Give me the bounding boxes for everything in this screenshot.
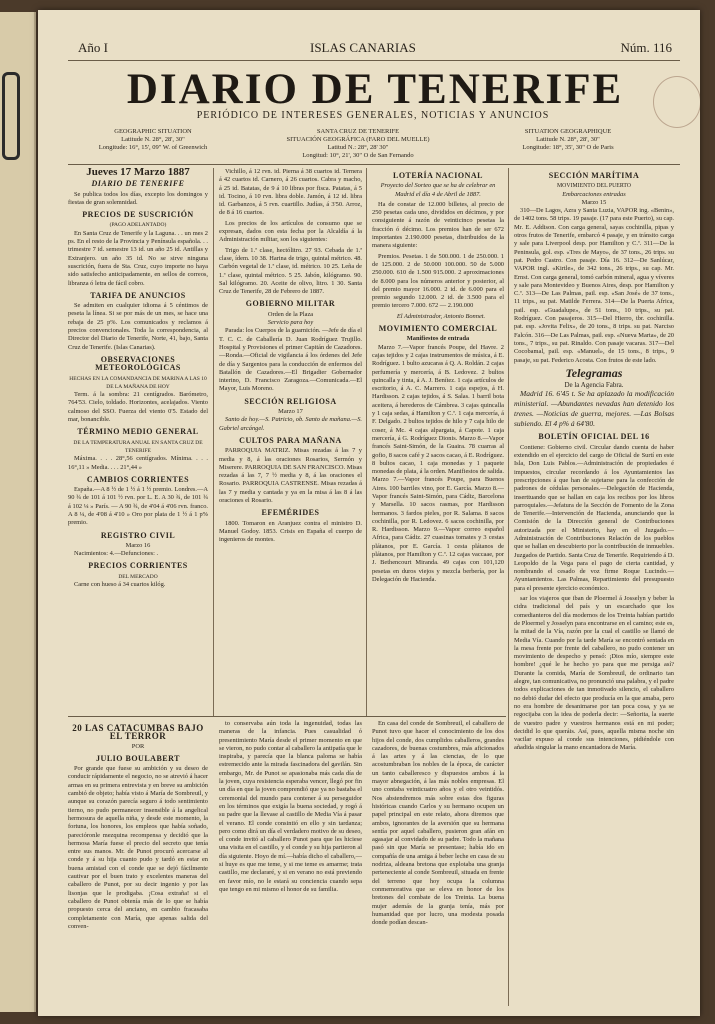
geo-center: SANTA CRUZ DE TENERIFE SITUACIÓN GEOGRÁFICA (FARO DEL MUELLE) Latitud N.: 28°, 28' 30" Longitud: 10°, 21', 30" O de San Fernando [286,128,430,159]
column-4 [514,168,674,1006]
religious-title: SECCIÓN RELIGIOSA [244,396,337,406]
story-column-2 [219,720,362,1010]
story-text-1: Por grande que fuese su ambición y su deseo de conducir rápidamente el negocio, no se atrevió á hacer armas en su primera entrevista y en breve su ambición cambió de objeto; había visto á María de Sombreuil, y aunque su corazón parecía seguro á todo sentimiento tierno, no pudo permanecer insensible á la angelical hermosura de aquella niña, y desde este momento, la fortuna, los honores, los empleos que había soñado, parecióronle mezquina recompensa y decidió que la hermosa María fuese el precio del secreto que tenía entre sus manos. Mr. de Punot procuró acercarse al conde y á su hija cuanto pudo y tardó en estar en buena amistad con el conde que se dejó fácilmente cautivar por el buen trato y excelentes maneras del caballero de Punot, por su decir ingenio y por las lisonjas que le prodigaba. ¡Cosa extraña! si el caballero de Punot obtenía más de lo que se había propuesto cerca del anciano, en cambio fracasaba completamente con María, que apenas salida del conven- [68,765,208,930]
year-label: Año I [78,40,108,55]
column-1 [68,168,208,713]
lottery-admin: El Administrador, Antonio Bonnet. [396,312,486,320]
intro-text: Se publica todos los días, excepto los domingos y fiestas de gran solemnidad. [68,190,208,206]
bulletin-title: BOLETÍN OFICIAL DEL 16 [538,432,650,442]
market-continued: Vichillo, á 12 rvn. id. Pierna á 38 cuartos id. Ternera á 42 cuartos id. Carnero, á 26 cuartos. Cabra y macho, á 25 id. Batatas, de 9 á 10 libras por fisca. Patatas, á 5 id. Tocino, á 10 rvn. libra doble. Jamón, á 12 id. libra id. Garbanzos, á 5 rvn. cuartillo. Judías, á 3'50. Arroz, de 8 á 16 cuartos. [219,168,362,217]
temp-text: Máxima. . . . 28°,56 centígrados. Mínima. . . . 16°,11 » Media. . . . 21°,44 » [68,455,208,471]
story-title [68,724,208,741]
market-text: Carne con hueso á 34 cuartos kilóg. [74,581,166,589]
story-text-3: En casa del conde de Sombreuil, el caballero de Punot tuvo que hacer el conocimiento de los dos hijos del conde, dos cumplidos caballeros, grandes cazadores, de buenas costumbres, más aficionados á las artes y á las ciencias, de lo que acostumbraban los nobles de la época, de carácter un tanto caballeresco y dispuestos ambos á la mayor abnegación, á las más nobles empresas. El uno contaba veinticuatro años y el otro veintidós. Nos abstendremos más sobre estas dos figuras históricas cuando Carlos y su hermano ocupen un papel principal en este relato, ahora diremos que ambos, ignorantes de la aversión que su hermana sentía por aquel caballero, pusieron gran afán en agasajar al convidado de su padre. Todo la mañana pasó sin que María se presentase; había ido en compañía de una amiga á beber leche en casa de su nodriza, aldeana bretona que explotaba una granja perteneciente al conde Sombreuil, situada en frente del terreno que hoy ocupa la columna conmemorativa que se eleva en honor de los bretones del combate de los Treinta. La buena mujer además de la granja tenía, más por humanidad que por lucro, una modesta posada donde podían descan- [372,720,504,927]
military-sub: Orden de la Plaza [267,310,314,318]
maritime-date: Marzo 15 [581,198,607,206]
telegrams-text: Madrid 16. 6'45 t. Se ha aplazado la modificación ministerial. —Abundantes nevadas han detenido los trenes. —Noticias de guerra, mejores. —Las Bolsas subiendo. El 4 p% á 64'80. [514,389,674,429]
newspaper-page [38,10,700,1016]
ephemerides-title: EFEMÉRIDES [261,508,320,518]
grain-text: Trigo de 1.ª clase, hectólitro. 27 93. Cebada de 1.ª clase, ídem. 10 38. Harina de trigo, quintal métrico. 48. Carbón vegetal de 1.ª clase, id. métrico. 10 25. Leña de 1.ª clase, quintal métrico. 5 25. Jabón, kilógramo. 90. Sal kilógramo. 20. Aceite de olivo, litro. 1 30. Santa Cruz de Tenerife, 28 de Febrero de 1887. [219,246,362,296]
maritime-sub2: Embarcaciones entradas [562,190,626,198]
maritime-title: SECCIÓN MARÍTIMA [548,171,640,180]
col-divider-3 [508,168,509,1006]
prices-sub: (PAGO ADELANTADO) [109,222,167,229]
region-label: ISLAS CANARIAS [310,40,416,55]
lottery-table: Premios. Pesetas. 1 de 500.000. 1 de 250.000. 1 de 125.000. 2 de 50.000 100.000. 50 de 5.000 250.000. 610 de 1.500 915.000. 2 aproximaciones de 8.000 para los números anterior y posterior, al del premio mayor 16.000. 2 id. de 6.000 para el premio segundo 12.000. 2 id. de 3.500 para el premio tercero 7.000. 672 — 2.190.000 [372,252,504,310]
ephemerides-text: 1800. Tomaron en Aranjuez contra el ministro D. Manuel Godoy. 1853. Crisis en España el cuerpo de ingenieros de montes. [219,519,362,544]
tariff-title: TARIFA DE ANUNCIOS [90,290,186,300]
temp-title: TÉRMINO MEDIO GENERAL [77,427,199,437]
prices-title: PRECIOS DE SUSCRICIÓN [82,210,194,220]
civil-date: Marzo 16 [125,541,151,549]
subtitle: PERIÓDICO DE INTERESES GENERALES, NOTICIAS Y ANUNCIOS [196,110,550,121]
civil-text: Nacimientos: 4.—Defunciones: . [74,550,159,558]
col-divider-2 [366,168,367,716]
commerce-title: MOVIMIENTO COMERCIAL [378,324,498,334]
masthead: DIARIO DE TENERIFE [126,66,624,113]
religious-date: Marzo 17 [278,408,303,416]
story-rule [68,716,506,717]
previous-page-edge [0,12,36,1012]
issue-number: Núm. 116 [620,40,672,55]
story-author: JULIO BOULABERT [96,753,180,763]
story-column-3 [372,720,504,1010]
telegrams-title: Telegramas [565,365,623,380]
obs-text: Term. á la sombra: 21 centígrados. Barómetro, 764'53. Cielo, toldado. Horizontes, acelajados. Viento calmoso del SSO. Fuerza del viento 0'5. Estado del mar, bonancible. [68,391,208,424]
commerce-text: Marzo 7.—Vapor francés Poupe, del Havre. 2 cajas tejidos y 2 cajas instrumentos de música, á E. Rodríguez. 1 bulto azucaras á Q. A. Roldán. 2 cajas perfumería y mercería, á B. Ledovez. 2 bultos quincalla y tinta, á A. J. Benítez. 1 caja artículos de escritorio, á A. C. Marrero. 1 caja espejos, á H. Hardisson. 2 cajas tejidos, á S. Salas. 1 barril bota aceitera, á herederos de Cámbrea. 3 cajas quincalla y 1 caja sedas, á Hamilton y C.ª. 1 caja mercería, á F. Delgado. 2 bultos tejidos de hilo y 7 caja hilo de coser, á Mc. 4 cajas alpargata, á Capote. 1 caja mercería, á G. Rodríguez Dionis. Marzo 8.—Vapor francés Saint-Simón, de la Guaira. 78 cuarras al gofio, 8 sacos café y 2 sacos cacao, á E. Rodríguez. 8 bultos cacao, 1 caja monedas y 1 paquete monedas de plata, á la orden. Manifiestos de salida. Marzo 7.—Vapor francés Poupe, para Buenos Aires. 100 barriles vino, por E. García. Marzo 8.—Vapor francés Saint-Simón, para Cádiz, Barcelona y Marsella. 10 sacos rasmas, por Hardisson hermanos. 3 fardos pieles, por R. Salama. 8 sacos cochinilla, por R. Ledovez. 6 sacos cochinilla, por R. Hardisson. Marzo 9.—Vapor correo español Africa, para Cádiz. 27 cuasinas tomates y 3 cestas plátanos, por E. García. 1 cesta plátanos de plátanos, por Hamilton y C.ª. 12 cajas vaccaae, por J. Bethencourt Miranda. 49 cajas con 101,120 pesetas en duros viejos y mezcla berbería, por la Delegación de Hacienda. [372,343,504,583]
story-title-text: LAS CATACUMBAS BAJO EL TERROR [85,723,204,742]
grain-intro: Los precios de los artículos de consumo que se expresan, dados con esta fecha por la Alcaldía á la Administración militar, son los siguientes: [219,219,362,244]
commerce-sub: Manifiestos de entrada [406,335,470,343]
telegrams-source: De la Agencia Fabra. [564,381,624,390]
maritime-sub: MOVIMIENTO DEL PUERTO [557,183,631,190]
geo-rule [68,164,680,165]
col-divider-1 [213,168,214,716]
header-row [70,40,672,60]
story-number: 20 [72,723,83,733]
market-sub: DEL MERCADO [118,573,158,580]
temp-sub: DE LA TEMPERATURA ANUAL EN SANTA CRUZ DE TENERIFE [73,439,203,454]
story-by: POR [131,742,145,750]
column-2 [219,168,362,713]
story-column-1 [68,720,208,1010]
military-text: Parada: los Cuerpos de la guarnición. —Jefe de día el T. C. C. de Caballería D. Juan Rodríguez Trujillo. Hospital y Provisiones el primer Capitán de Cazadores.—Ronda.—Oficial de vigilancia á los órdenes del Jefe de día y Sargentos para la conducción de enfermos del Batallón de Cazadores.—El Brigadier Gobernador interino, D. Francisco Zaragoza.—Comunicada.—El Mayor, Luis Moreno. [219,327,362,393]
cults-text: PARROQUIA MATRIZ. Misas rezadas á las 7 y media y 8, á las oraciones Rosarios, Sermón y Miserere. PARROQUIA DE SAN FRANCISCO. Misas rezadas á las 7, 7 ½ media y 8, á las oraciones el Rosario. PARROQUIA CASTRENSE. Misas rezadas á las 7 y media y cantada y ya en la misa á las 8 á las oraciones el Rosario. [219,447,362,504]
story-col4: sar los viajeros que iban de Ploermel á Josselyn y beber la cidra tradicional del país y un escarchado que los comedianteros del día modernos de los Treinta habían partido de Ploermel y Josselyn para encontrarse en el camino; este es, la mitad de la Vía, razón por la cual el castillo se llamó de Media Vía. Cuando por la tarde María se encontró sentada en la mesa frente por frente del caballero, no pudo contener un movimiento de despecho y pensó: ¡Dios mío, siempre este hombre! ¿qué le he hecho yo para que me persiga así? Durante la comida, María de Sombreuil, de ordinario tan alegre, tan comunicativa, no pronunció una palabra, y el padre todos explicaciones de tan inmotivado silencio, el caballero no debió dudar del efecto que producía en la que amaba, pero no era hombre de desanimarse por tan poca cosa, y ya se regocijaba con la idea de poderla decir: —Señorita, la suerte de vuestro padre y vuestros hermanos está en mi poder; decidid lo que queráis. Así, pues, aquella misma noche sin vacilar expuso al conde sus intenciones, pidiéndole con añadida singular la mano encantadora de María. [514,595,674,752]
obs-title: OBSERVACIONES METEOROLÓGICAS [95,354,181,373]
tariff-text: Se admiten en cualquier idioma á 5 céntimos de peseta la línea. Si se por más de un mes, se hace una rebaja de 25 p%. Los comunicados y reclamos á precios convencionales. Toda la correspondencia, al Director del Diario de Tenerife, Norte, 41, bajo, Santa Cruz de Tenerife. (Islas Canarias). [68,302,208,351]
military-sub2: Servicio para hoy [267,319,314,327]
geo-right: SITUATION GEOGRAPHIQUE Latitude N. 28°, 28', 30" Longitude: 18°, 35', 30" O de Paris [522,128,614,151]
library-stamp [653,76,700,128]
lottery-title: LOTERÍA NACIONAL [392,171,483,180]
cults-title: CULTOS PARA MAÑANA [239,435,342,445]
change-text: España.—A 8 ½ de 1 ½ á 1 ½ premio. Londres.—A 90 ¾ de 101 á 101 ½ rvn. por L. E. A 30 ¾, de 101 ¾ á 102 ¼ » París. — A 90 ¾, de 4'04 á 4'06 rvn. franco. A 8 ¼, de 4'08 á 4'10 » Oro por plata de 1 ½ á 1 p% premio. [68,486,208,527]
change-title: CAMBIOS CORRIENTES [86,474,190,484]
lottery-sub: Proyecto del Sorteo que se ha de celebrar en Madrid el día 4 de Abril de 1887. [380,182,496,198]
prices-text: En Santa Cruz de Tenerife y la Laguna. . . un mes 2 ps. En el resto de la Provincia y Península española. . . trimestre 7 id. semestre 13 id. un año 25 id. Antillas y Extranjero. un año 35 id. No se sirve ninguna suscrición, fuera de Sta. Cruz, cuyo importe no haya sido satisfecho anticipadamente, en sellos de correos, libranza ó letra de fácil cobro. [68,229,208,287]
military-title: GOBIERNO MILITAR [245,299,336,309]
column-3 [372,168,504,713]
maritime-text: 310—De Lagos, Azra y Santa Luzia, VAPOR ing. «Benin», de 1402 tons. 58 trips. 19 pasaje. (17 para este Puerto), su cap. Mr. E. Addison. Con carga general, sayas cochinilla, pipas y otros frutos de Tenerife, embarcó 4 pasaje, y en tránsito carga y sale para Liverpool desp. por Hamilton y C.ª. 311—De la Peninsula, gol. esp. «Tres de Mayo», de 37 tons., 26 trips. su pat. Pedro Castro. Con pasaje. Día 16. 312—De Sanlúcar, VAPOR ingl. «Kirtle», de 342 tons., 26 trips., su cap. Mr. Ernst. Con carga general, tomó carbón mineral, agua y víveres y sale para Montevideo y Buenos Aires, desp. por Hamilton y C.ª. 313—De Las Palmas, pail. esp. «San José» de 37 tons., 11 trips., su pat. Matilde Ferrera. 314—De la Puerta Africa, pail. esp. «Guadalupe», de 51 tons., 10 trips., su pat. Rodríguez. Con pasajeros. 315—Del Hierro, tbr. cochinilla. pat. esp. «Jovita Felix», de 20 tons., 8 trips. su pat. Narciso Falcón. 316—De Las Palmas, pail. esp. «Nueva Marta», de 20 tons., 7 trips., su pat. Rinaldo. Con pasaje vacaras. 317—Del Cocobamal, pail. esp. «Manuel», de 15 tons., 8 trips., 9 pasaje, su pat. Federico Acosta. Con frutos de este lado. [514,207,674,364]
story-text-2: to conservaba aún toda la ingenuidad, todas las maneras de la infancia. Pues casualidad ó presentimiento María desde el primer momento en que se vieron, no pudo contar al caballero la antipatía que le inspiraba, y parecía que la blanca paloma se había estremecido ante la mirada fascinadora del gavilán. Sin embargo, Mr. de Punot se apasionaba más cada día de la joven, cuya resistencia esperaba vencer, llegó por fin un día en que la joven comprendió que ya no bastaba el ceremonial del mundo para contener á su perseguidor en los términos que exigía la buena sociedad, y rogó á su padre que la llevase al castillo de Media Vía á pasar el verano. El conde consintió en ello y sin tardanza; pero como dirá un día el verdadero motivo de su deseo, el conde invitó al caballero Punot para que les hiciese una visita en el castillo, y el conde y su hija partieron al día siguiente. Hoyo de mí.—había dicho el caballero,—si huye es que me teme, y si me teme es amarme; trata castillo, me declararé, y si en verano no está previendo en favor mío, no le estará su conciencia cuando sepa que tengo en mi mismo el honor de su familia. [219,720,362,893]
obs-sub: HECHAS EN LA COMANDANCIA DE MARINA A LAS 10 DE LA MAÑANA DE HOY [69,375,207,390]
issue-date: Jueves 17 Marzo 1887 [86,168,190,178]
paper-name: DIARIO DE TENERIFE [91,179,185,189]
geo-left: GEOGRAPHIC SITUATION Latitude N. 28°, 28', 30" Longitude: 16°, 15', 09" W. of Greenwich [98,128,208,151]
bulletin-text: Contiene: Gobierno civil. Circular dando cuenta de haber extendido en el ejercicio del cargo de Oficial de Surtí en este Isla, Don Luis Pablos.—Administración de propiedades é impuestos, circular recordando á los Ayuntamientos las prescripciones á que han de sujetarse para la confección de padrones de cédulas personales.—Delegación de Hacienda, inserttuando que se hallan en caja los recibos por los libros parroquiales.—Jefatura de la Sección de Fomento de la Zona de Tenerife.—Intervención de Hacienda, anunciando que la Comisión de la Dirección general de Contribuciones autorizada por el Ministerio, hay en el Juzgado.—Administración de Contribuciones Relación de los pueblos que se hallan en descubierto por la contribución de inmuebles. Juzgados de Partido. Santa Cruz de Tenerife. Requiriendo á D. Leopoldo de la Vega para el pago de cierta cantidad, y nombrando el cesado de voz firme Roque Lucindo.—Ayuntamientos. Las Palmas, Repartimiento del presupuesto para el presente ejercicio económico. [514,443,674,592]
binding-ring [2,72,20,160]
lottery-text: Ha de constar de 12.000 billetes, al precio de 250 pesetas cada uno, divididos en décimos, y por consiguiente á razón de veinticinco pesetas la fracción ó décimo. Los premios han de ser 672 importantes 2.190.000 pesetas, distribuidos de la manera siguiente: [372,200,504,250]
religious-text: Santo de hoy.—S. Patricio, ob. Santo de mañana.—S. Gabriel arcángel. [219,416,362,432]
header-rule [68,60,680,61]
market-title: PRECIOS CORRIENTES [88,561,188,571]
civil-title: REGISTRO CIVIL [100,530,176,540]
